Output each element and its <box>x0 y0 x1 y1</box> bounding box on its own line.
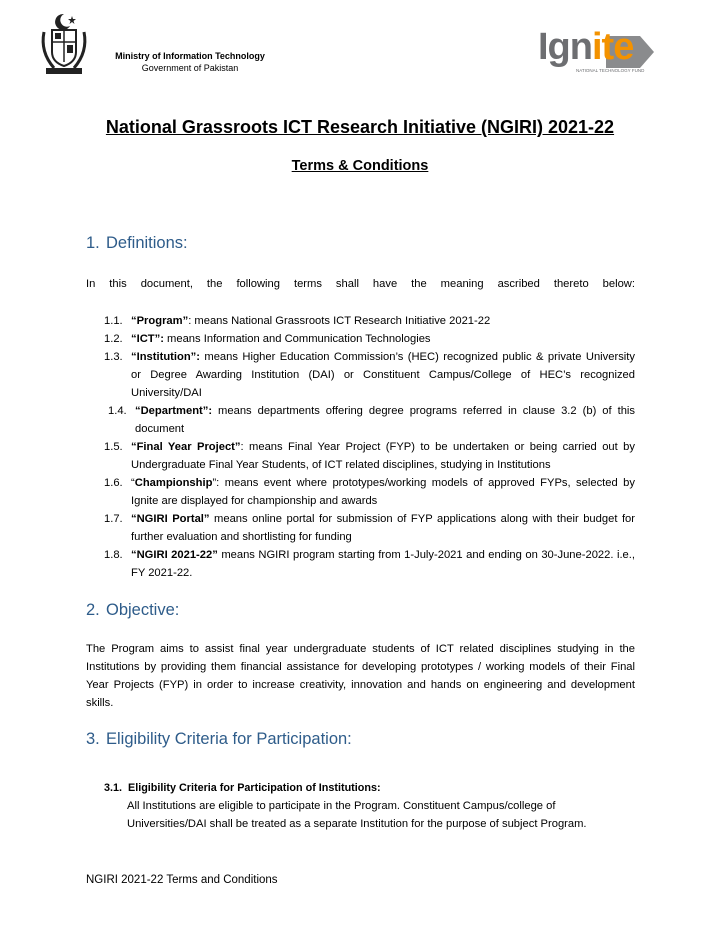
definitions-intro: In this document, the following terms shall have the meaning ascribed thereto below: <box>86 278 635 290</box>
page-footer: NGIRI 2021-22 Terms and Conditions <box>86 874 278 886</box>
definition-text: : means Final Year Project (FYP) to be undertaken or being carried out by Undergraduate Final Year Students, of ICT related disciplines, studying in Institutions <box>131 441 635 471</box>
definition-quote: “ <box>131 477 135 489</box>
subsection-3-1-text: All Institutions are eligible to participate in the Program. Constituent Campus/college of Universities/DAI shall be treated as a separate Institution for the purpose of subject Program. <box>127 800 587 830</box>
definition-number: 1.5. <box>104 441 123 453</box>
subsection-title: Eligibility Criteria for Participation of Institutions: <box>128 782 381 794</box>
definition-number: 1.3. <box>104 351 123 363</box>
definition-term: “Department”: <box>135 405 213 417</box>
definition-number: 1.6. <box>104 477 123 489</box>
definition-term: “Final Year Project” <box>131 441 241 453</box>
definition-term: “NGIRI Portal” <box>131 513 210 525</box>
logo-text-ite: ite <box>591 26 634 68</box>
section-1-heading <box>86 234 188 253</box>
document-title: National Grassroots ICT Research Initiative (NGIRI) 2021-22 <box>105 117 615 137</box>
section-3-title: Eligibility Criteria for Participation: <box>106 730 352 748</box>
section-3-number: 3. <box>86 730 100 748</box>
definition-term: Championship <box>134 477 213 489</box>
definition-text: : means National Grassroots ICT Research Initiative 2021-22 <box>188 315 491 327</box>
definition-text: means Information and Communication Technologies <box>163 333 431 345</box>
logo-tagline: NATIONAL TECHNOLOGY FUND <box>576 68 645 73</box>
definition-term: “NGIRI 2021-22” <box>131 549 218 561</box>
definition-term: “Institution”: <box>131 351 200 363</box>
definition-number: 1.4. <box>108 405 127 417</box>
section-2-number: 2. <box>86 601 100 619</box>
definition-number: 1.1. <box>104 315 123 327</box>
ministry-name: Ministry of Information Technology <box>115 51 265 61</box>
section-3-heading <box>86 730 352 749</box>
section-1-title: Definitions: <box>106 234 188 252</box>
definition-text: means NGIRI program starting from 1-July-2021 and ending on 30-June-2022. i.e., FY 2021-22. <box>131 549 635 579</box>
subsection-3-1-heading <box>104 779 381 797</box>
document-subtitle: Terms & Conditions <box>291 158 429 174</box>
section-1-number: 1. <box>86 234 100 252</box>
ignite-logo <box>536 28 656 76</box>
definition-term: “Program” <box>131 315 189 327</box>
definition-term: “ICT”: <box>131 333 164 345</box>
definition-number: 1.2. <box>104 333 123 345</box>
logo-text-ign: Ign <box>538 26 592 68</box>
definition-number: 1.8. <box>104 549 123 561</box>
definition-text: ”: means event where prototypes/working models of approved FYPs, selected by Ignite are displayed for championship and awards <box>131 477 635 507</box>
definition-text: means Higher Education Commission’s (HEC) recognized public & private University or Degree Awarding Institution (DAI) or Constituent Campus/College of HEC’s recognized University/DAI <box>131 351 635 399</box>
ministry-caption <box>80 50 300 74</box>
section-2-heading <box>86 601 179 620</box>
definition-text: means departments offering degree programs referred in clause 3.2 (b) of this document <box>135 405 635 435</box>
subsection-number: 3.1. <box>104 782 123 794</box>
objective-paragraph: The Program aims to assist final year undergraduate students of ICT related disciplines studying in the Institutions by providing them financial assistance for developing prototypes / working models of their Final Year Projects (FYP) in order to increase creativity, innovation and hands on engineering and development skills. <box>86 643 635 709</box>
government-name: Government of Pakistan <box>141 63 239 73</box>
definition-text: means online portal for submission of FYP applications along with their budget for further evaluation and shortlisting for funding <box>131 513 636 543</box>
definition-number: 1.7. <box>104 513 123 525</box>
section-2-title: Objective: <box>106 601 180 619</box>
